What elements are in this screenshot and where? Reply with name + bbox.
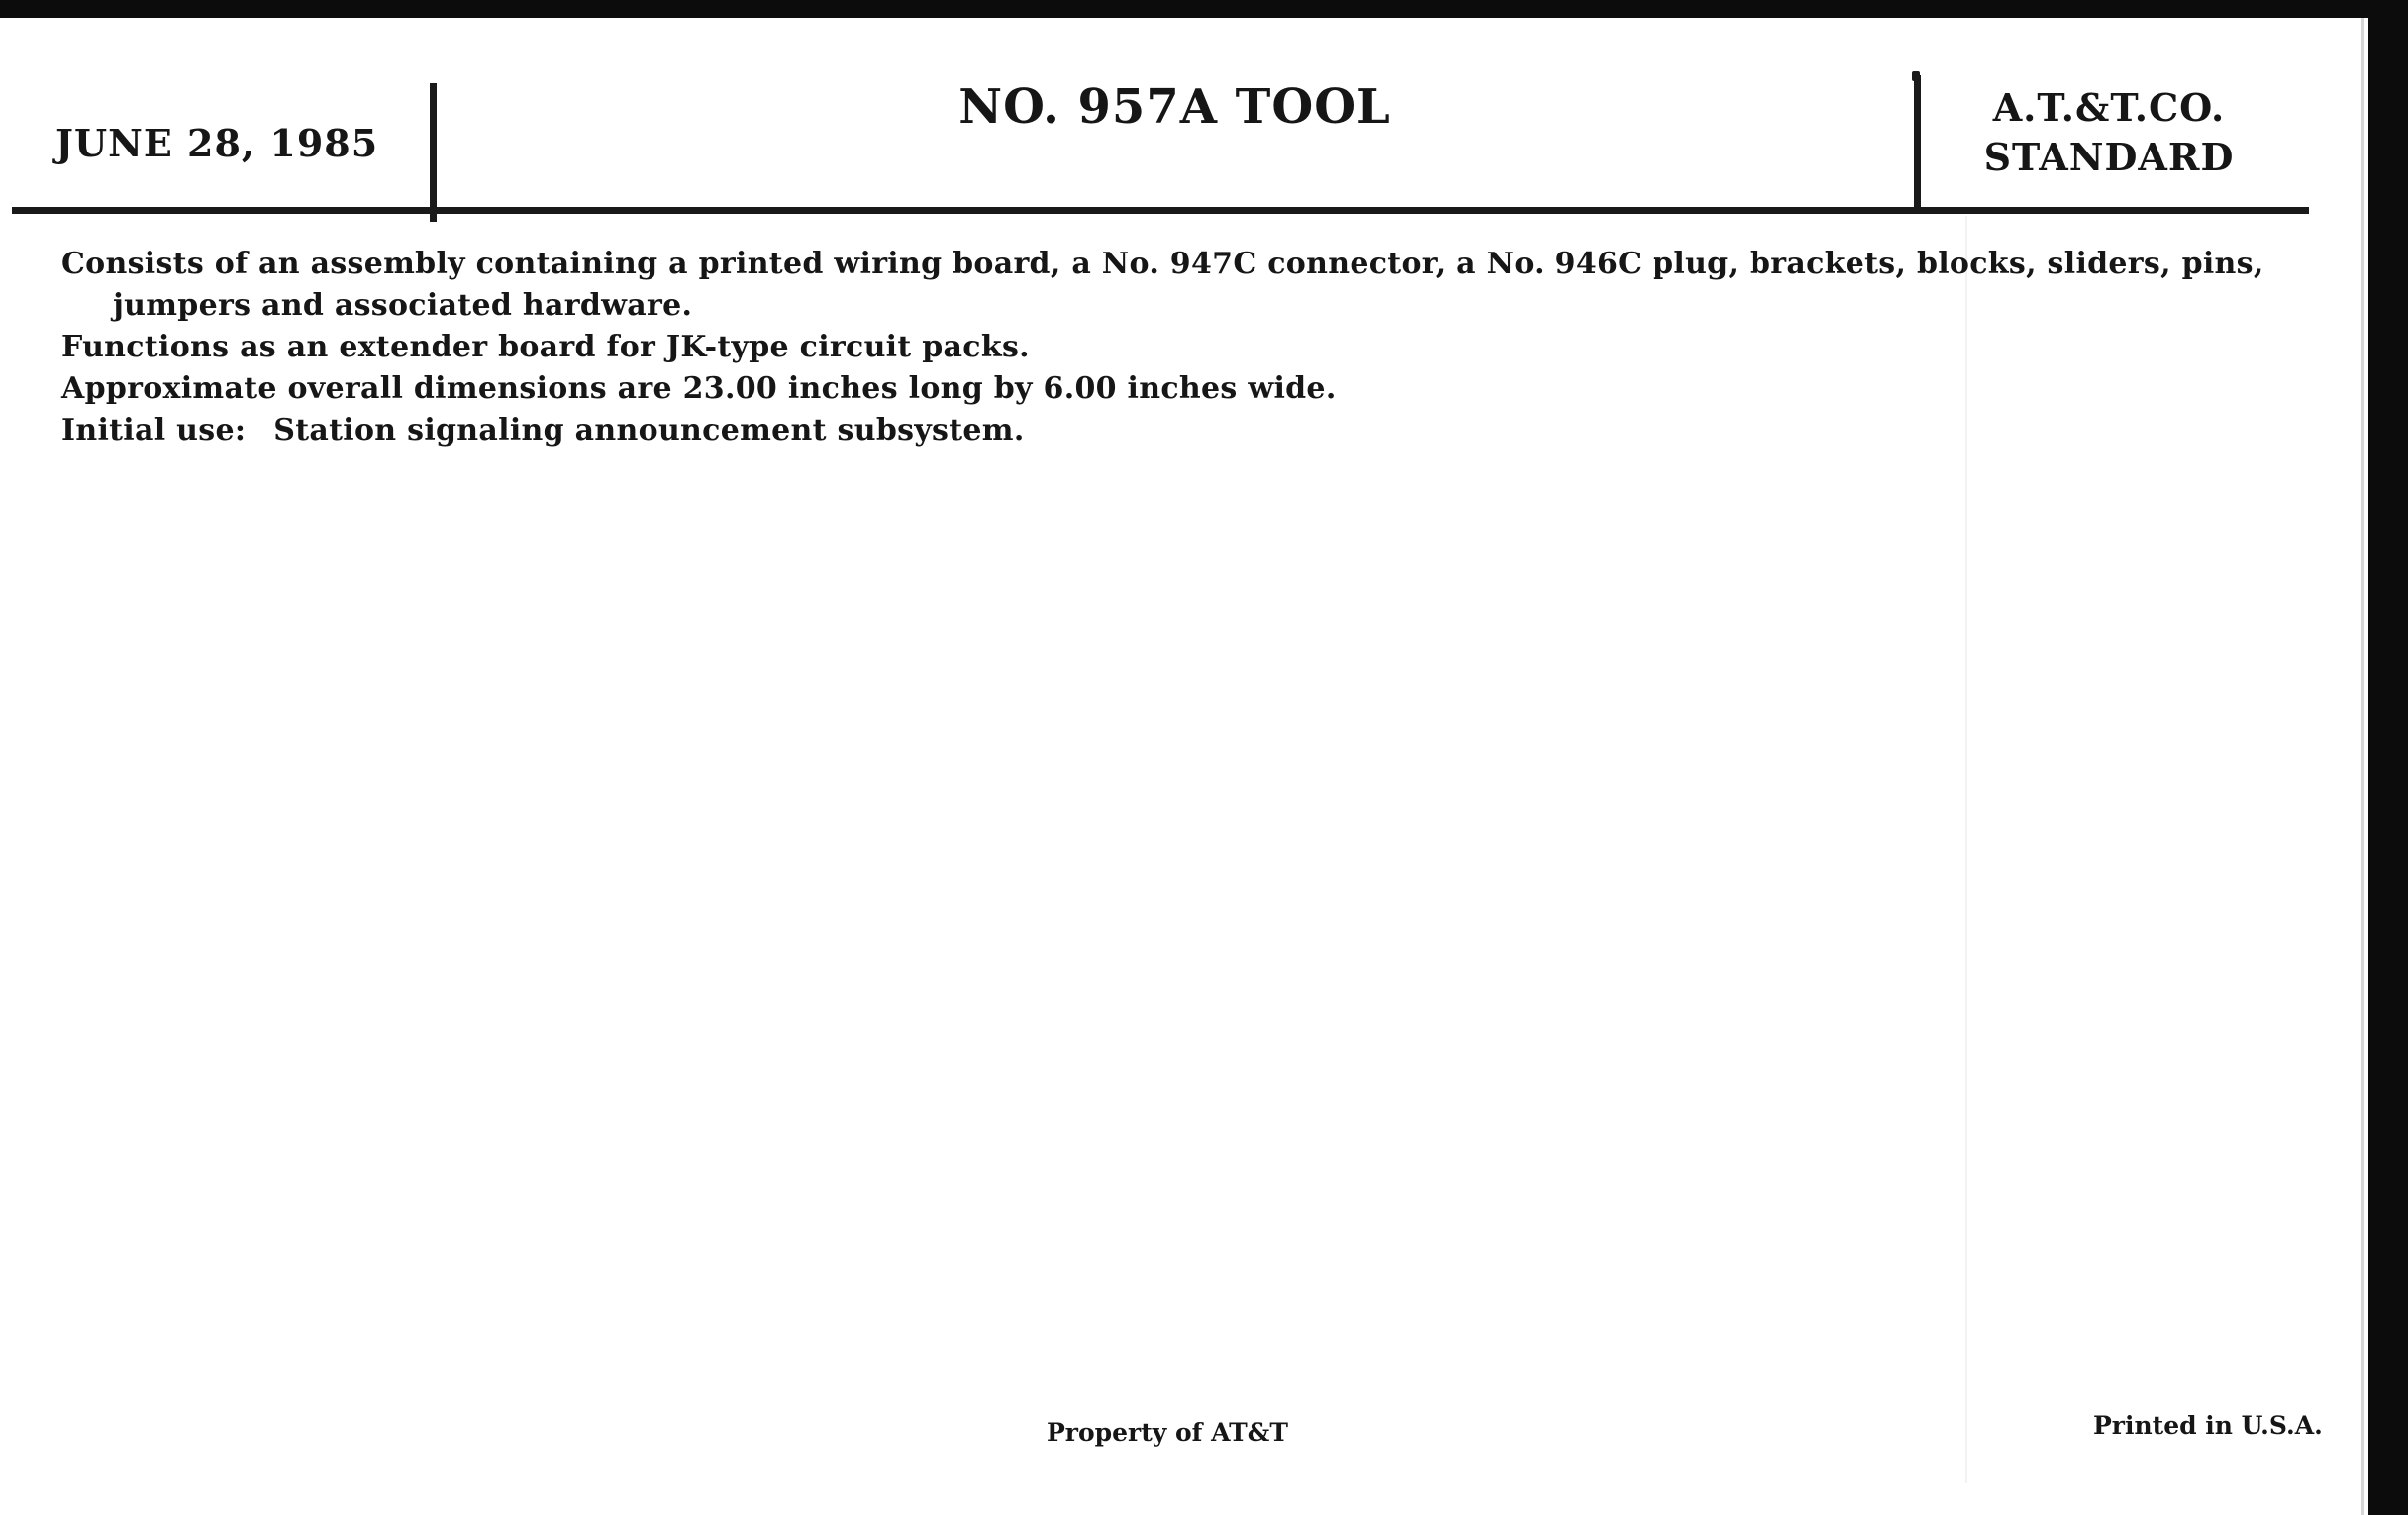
card-date: JUNE 28, 1985 <box>55 121 379 165</box>
card-body <box>61 244 2309 452</box>
scan-top-border <box>0 0 2408 18</box>
spec-card <box>0 18 2368 1515</box>
card-title: NO. 957A TOOL <box>958 79 1391 135</box>
standard-line-1: A.T.&T.CO. <box>1992 85 2226 130</box>
header-rule <box>12 207 2309 214</box>
initial-use-label: Initial use: <box>61 413 247 448</box>
description-paragraph: Consists of an assembly containing a printed wiring board, a No. 947C connector, a No. 946C plug, brackets, blocks, sliders, pins, jumpers and associated hardware. <box>61 247 2264 323</box>
function-paragraph: Functions as an extender board for JK-type circuit packs. <box>61 330 1030 364</box>
initial-use-value: Station signaling announcement subsystem. <box>273 413 1025 448</box>
scan-right-border <box>2368 0 2408 1515</box>
initial-use-paragraph <box>61 410 2309 452</box>
standard-label <box>1970 83 2248 182</box>
standard-line-2: STANDARD <box>1983 135 2235 179</box>
dimensions-paragraph: Approximate overall dimensions are 23.00 inches long by 6.00 inches wide. <box>61 371 1337 406</box>
header-divider-right <box>1914 75 1921 210</box>
printed-note: Printed in U.S.A. <box>2093 1411 2323 1440</box>
property-note: Property of AT&T <box>1047 1418 1288 1447</box>
